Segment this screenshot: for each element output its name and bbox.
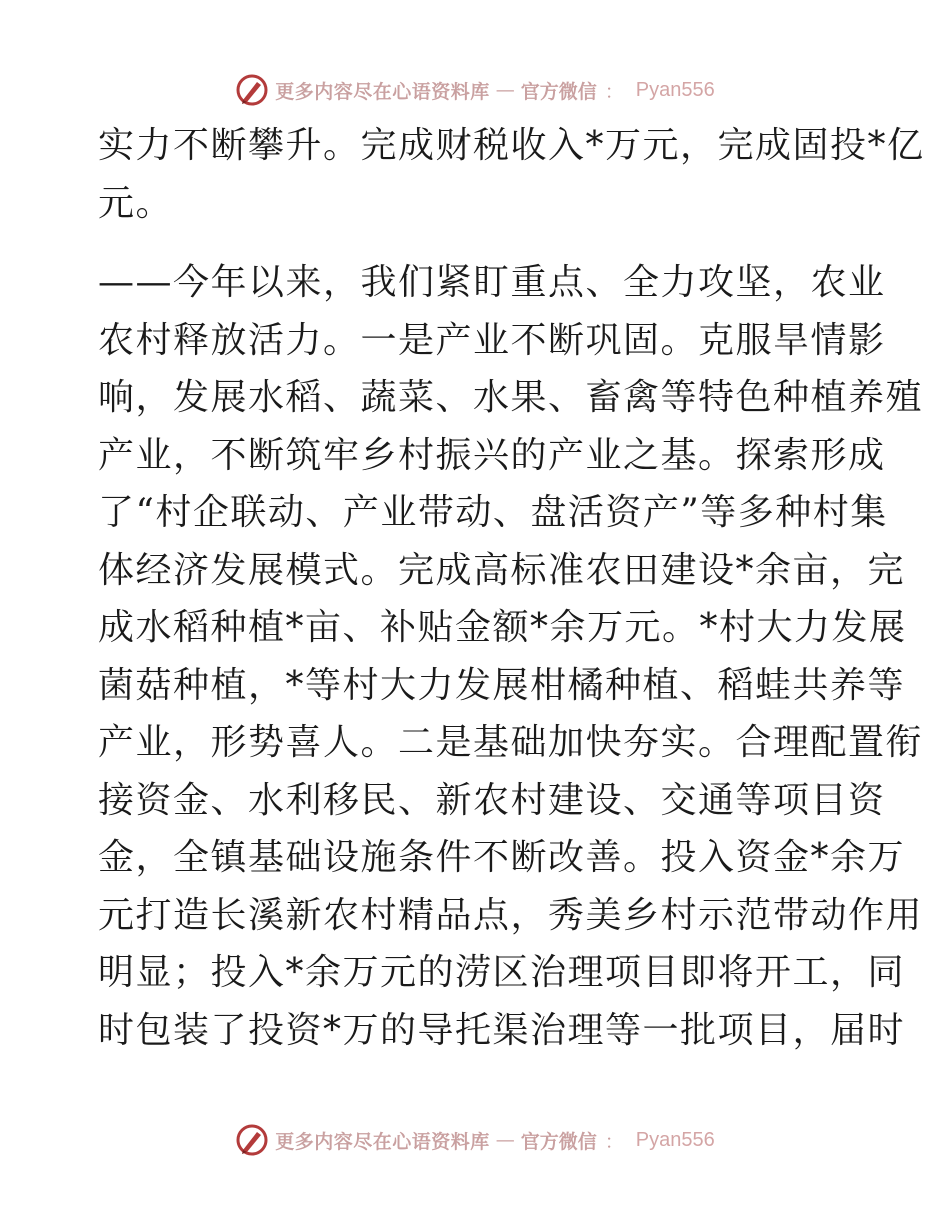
paragraph-2 xyxy=(98,254,924,1059)
watermark-wechat-id: Pyan556 xyxy=(635,1128,715,1151)
watermark-brand-text: 更多内容尽在心语资料库 xyxy=(275,1130,490,1153)
text-line: 成水稻种植*亩、补贴金额*余万元。*村大力发展 xyxy=(98,607,907,648)
text-line: 响，发展水稻、蔬菜、水果、畜禽等特色种植养殖 xyxy=(98,377,924,418)
text-line: 实力不断攀升。完成财税收入*万元，完成固投*亿 xyxy=(98,125,925,166)
text-line: 体经济发展模式。完成高标准农田建设*余亩，完 xyxy=(98,549,906,591)
watermark-separator: — xyxy=(495,1129,515,1151)
pen-logo-icon xyxy=(235,1123,269,1157)
watermark-colon: ： xyxy=(604,80,624,103)
watermark-official-label: 官方微信 xyxy=(520,1130,597,1153)
text-line: 元。 xyxy=(98,182,174,224)
paragraph-1 xyxy=(98,117,925,232)
header-watermark xyxy=(0,70,950,110)
text-line: 接资金、水利移民、新农村建设、交通等项目资 xyxy=(98,779,886,821)
text-line: 了“村企联动、产业带动、盘活资产”等多种村集 xyxy=(98,492,888,533)
watermark-separator: — xyxy=(495,79,515,101)
text-line: 元打造长溪新农村精品点，秀美乡村示范带动作用 xyxy=(98,894,924,936)
text-line: 时包装了投资*万的导托渠治理等一批项目，届时 xyxy=(98,1009,906,1051)
watermark-colon: ： xyxy=(604,1130,624,1153)
watermark-brand-text: 更多内容尽在心语资料库 xyxy=(275,80,490,103)
text-line: 菌菇种植，*等村大力发展柑橘种植、稻蛙共养等 xyxy=(98,664,906,706)
text-line: ——今年以来，我们紧盯重点、全力攻坚，农业 xyxy=(98,262,886,303)
text-line: 明显；投入*余万元的涝区治理项目即将开工，同 xyxy=(98,952,906,993)
pen-logo-icon xyxy=(235,73,269,107)
text-line: 农村释放活力。一是产业不断巩固。克服旱情影 xyxy=(98,319,886,361)
watermark-official-label: 官方微信 xyxy=(520,80,597,103)
text-line: 金，全镇基础设施条件不断改善。投入资金*余万 xyxy=(98,837,906,878)
watermark-wechat-id: Pyan556 xyxy=(635,78,715,101)
text-line: 产业，形势喜人。二是基础加快夯实。合理配置衔 xyxy=(98,722,924,763)
text-line: 产业，不断筑牢乡村振兴的产业之基。探索形成 xyxy=(98,434,886,476)
paragraph-gap xyxy=(98,232,858,254)
footer-watermark xyxy=(0,1120,950,1160)
document-body xyxy=(98,117,925,1059)
